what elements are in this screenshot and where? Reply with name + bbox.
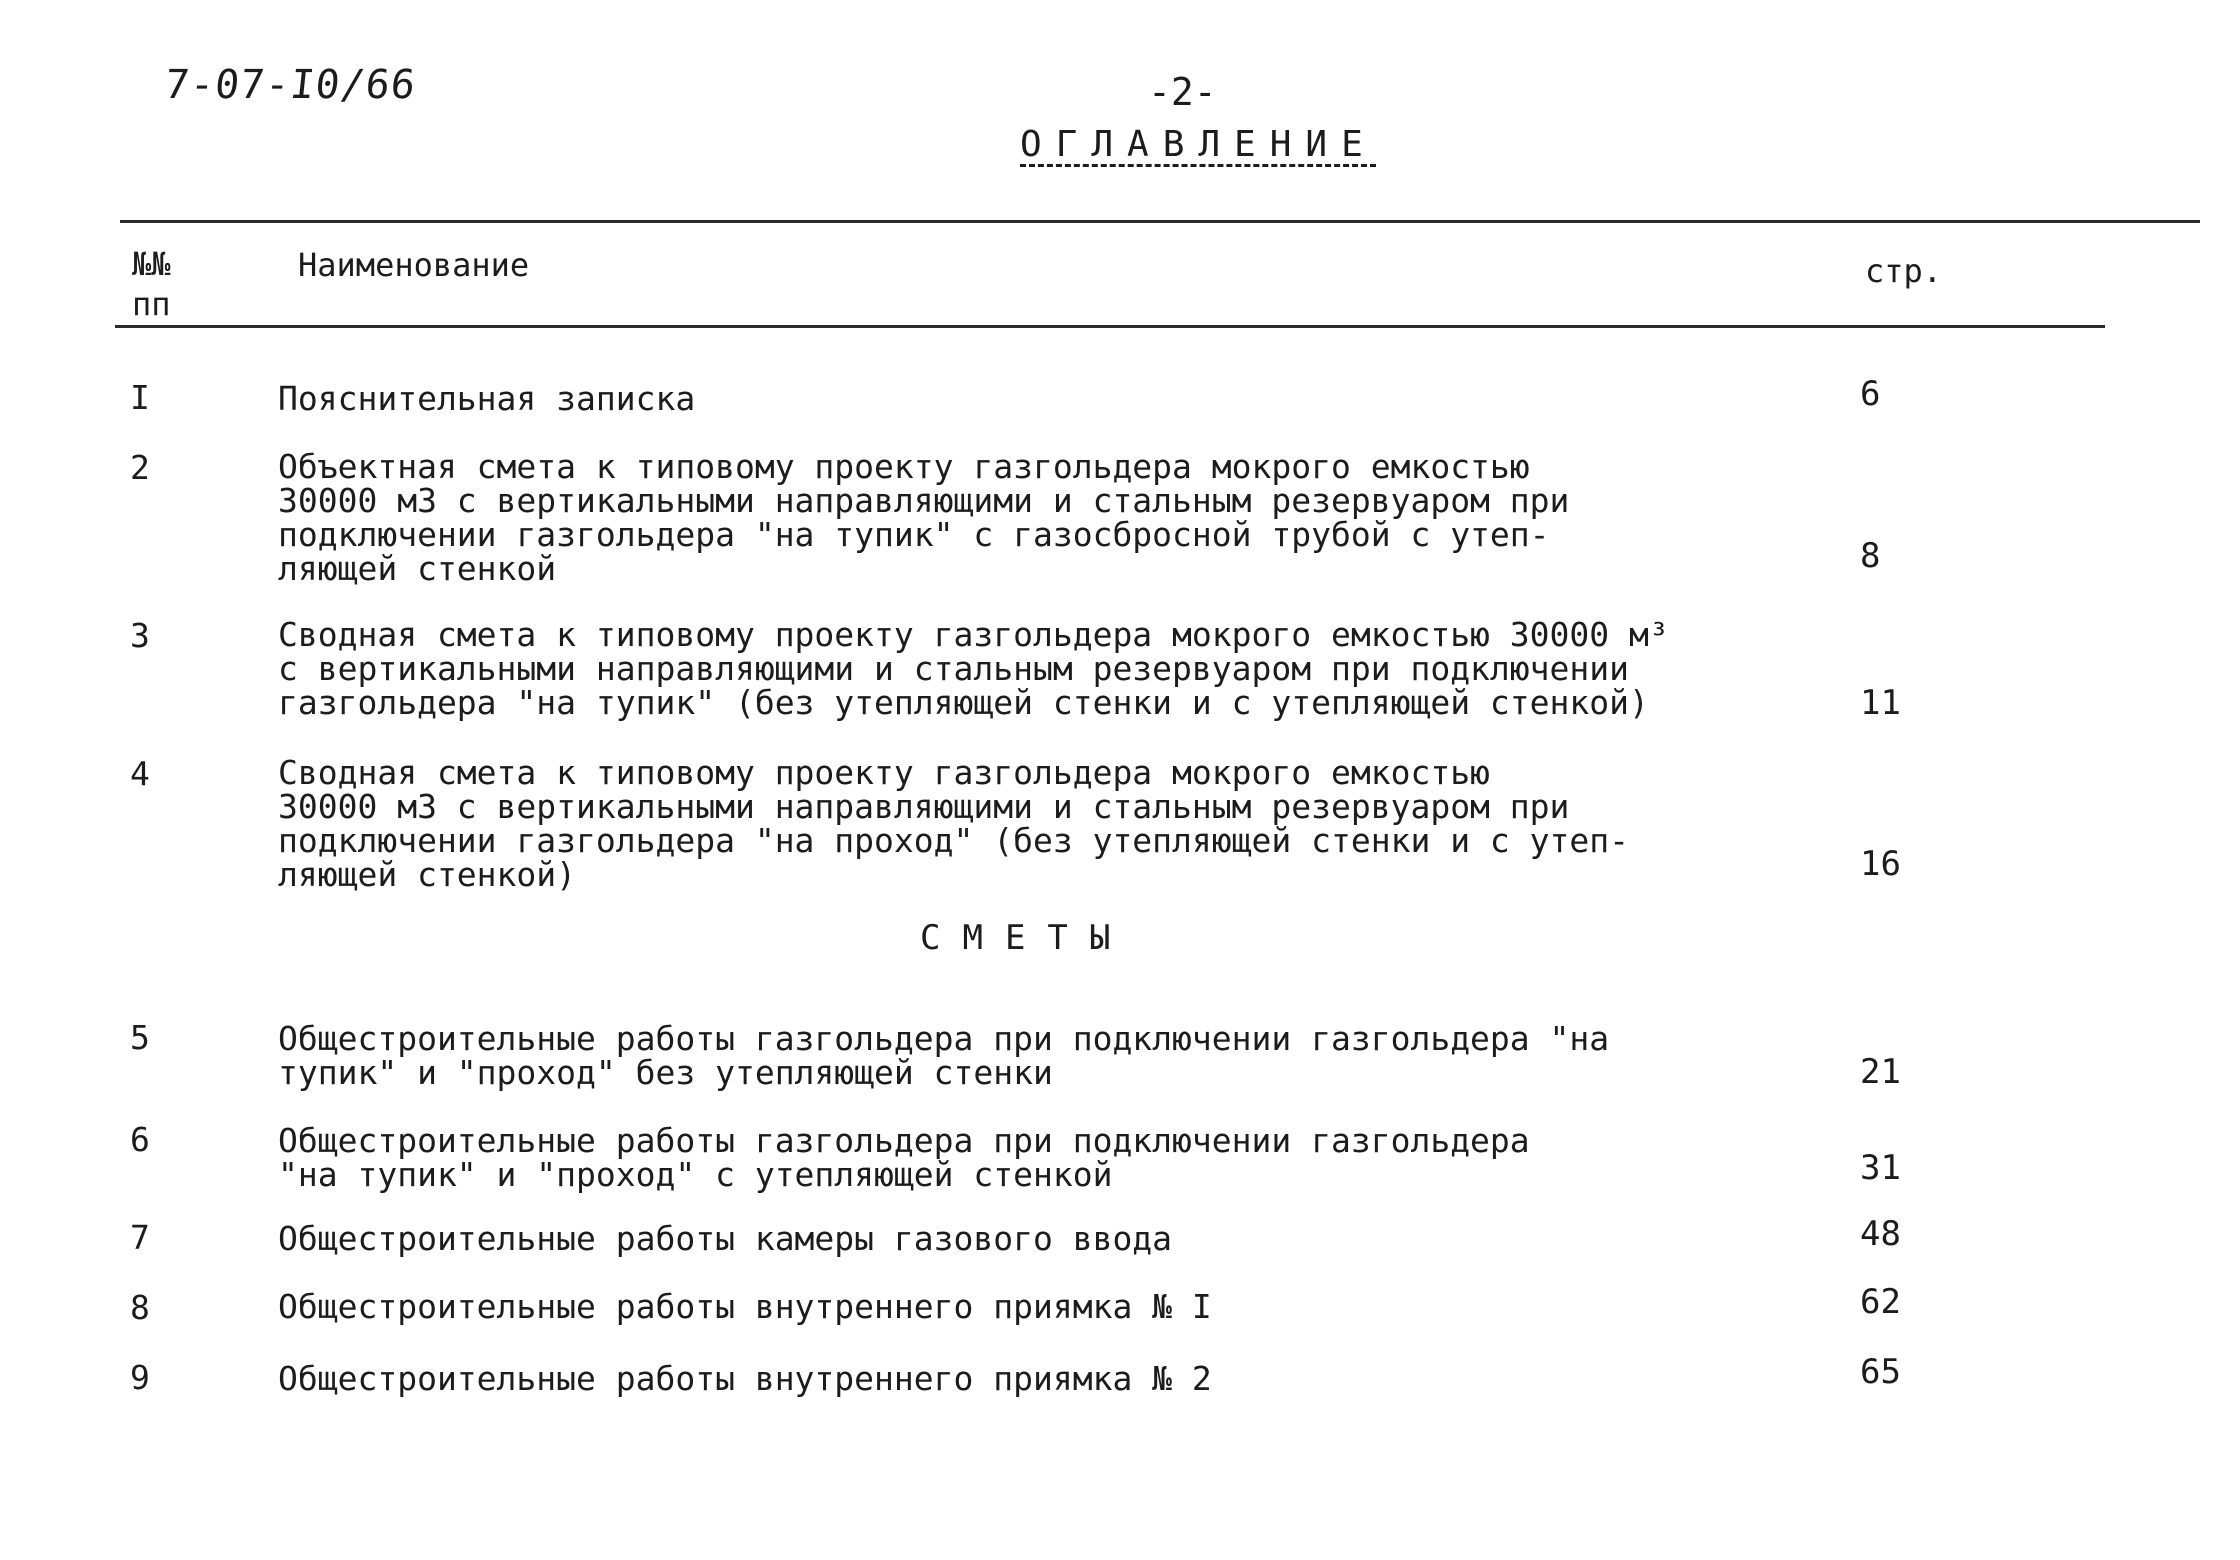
- row-text: Общестроительные работы внутреннего приямка № I: [278, 1287, 1212, 1326]
- header-name-label: Наименование: [298, 246, 530, 284]
- row-number: 4: [130, 754, 150, 793]
- row-page: 65: [1860, 1352, 1901, 1392]
- page-title: ОГЛАВЛЕНИЕ: [1020, 124, 1377, 165]
- row-number: 9: [130, 1358, 150, 1397]
- row-number: 7: [130, 1218, 150, 1257]
- row-page: 21: [1860, 1052, 1901, 1092]
- row-text: Общестроительные работы газгольдера при подключении газгольдера "на тупик" и "проход" с утепляющей стенкой: [278, 1121, 1530, 1194]
- row-page: 6: [1860, 374, 1881, 414]
- row-number: 3: [130, 616, 150, 655]
- header-number-label: №№ пп: [132, 245, 171, 323]
- row-text: Общестроительные работы газгольдера при подключении газгольдера "на тупик" и "проход" без утепляющей стенки: [278, 1019, 1610, 1092]
- row-page: 11: [1860, 683, 1901, 723]
- row-text: Сводная смета к типовому проекту газгольдера мокрого емкостью 30000 м³ с вертикальными направляющими и стальным резервуаром при подключении газгольдера "на тупик" (без утепляющей стенки и с утепляющей стенкой): [278, 615, 1669, 722]
- document-code: 7-07-I0/66: [162, 62, 419, 108]
- row-page: 62: [1860, 1282, 1901, 1322]
- row-page: 31: [1860, 1148, 1901, 1188]
- page-number: -2-: [1148, 70, 1217, 114]
- row-text: Сводная смета к типовому проекту газгольдера мокрого емкостью 30000 м3 с вертикальными направляющими и стальным резервуаром при подключении газгольдера "на проход" (без утепляющей стенки и с утеп- ляющей стенкой): [278, 753, 1630, 894]
- row-number: 2: [130, 448, 150, 487]
- row-page: 8: [1860, 536, 1881, 576]
- row-number: 8: [130, 1288, 150, 1327]
- header-rule: [115, 325, 2105, 328]
- row-text: Пояснительная записка: [278, 379, 696, 418]
- row-text: Общестроительные работы внутреннего приямка № 2: [278, 1359, 1212, 1398]
- row-page: 16: [1860, 844, 1901, 884]
- row-number: 5: [130, 1018, 150, 1057]
- row-page: 48: [1860, 1214, 1901, 1254]
- row-number: 6: [130, 1120, 150, 1159]
- row-text: Объектная смета к типовому проекту газгольдера мокрого емкостью 30000 м3 с вертикальными направляющими и стальным резервуаром при подключении газгольдера "на тупик" с газосбросной трубой с утеп- ляющей стенкой: [278, 447, 1570, 588]
- section-title: СМЕТЫ: [920, 918, 1133, 958]
- top-rule: [120, 220, 2200, 223]
- row-number: I: [130, 378, 150, 417]
- row-text: Общестроительные работы камеры газового ввода: [278, 1219, 1173, 1258]
- header-page-label: стр.: [1865, 252, 1943, 290]
